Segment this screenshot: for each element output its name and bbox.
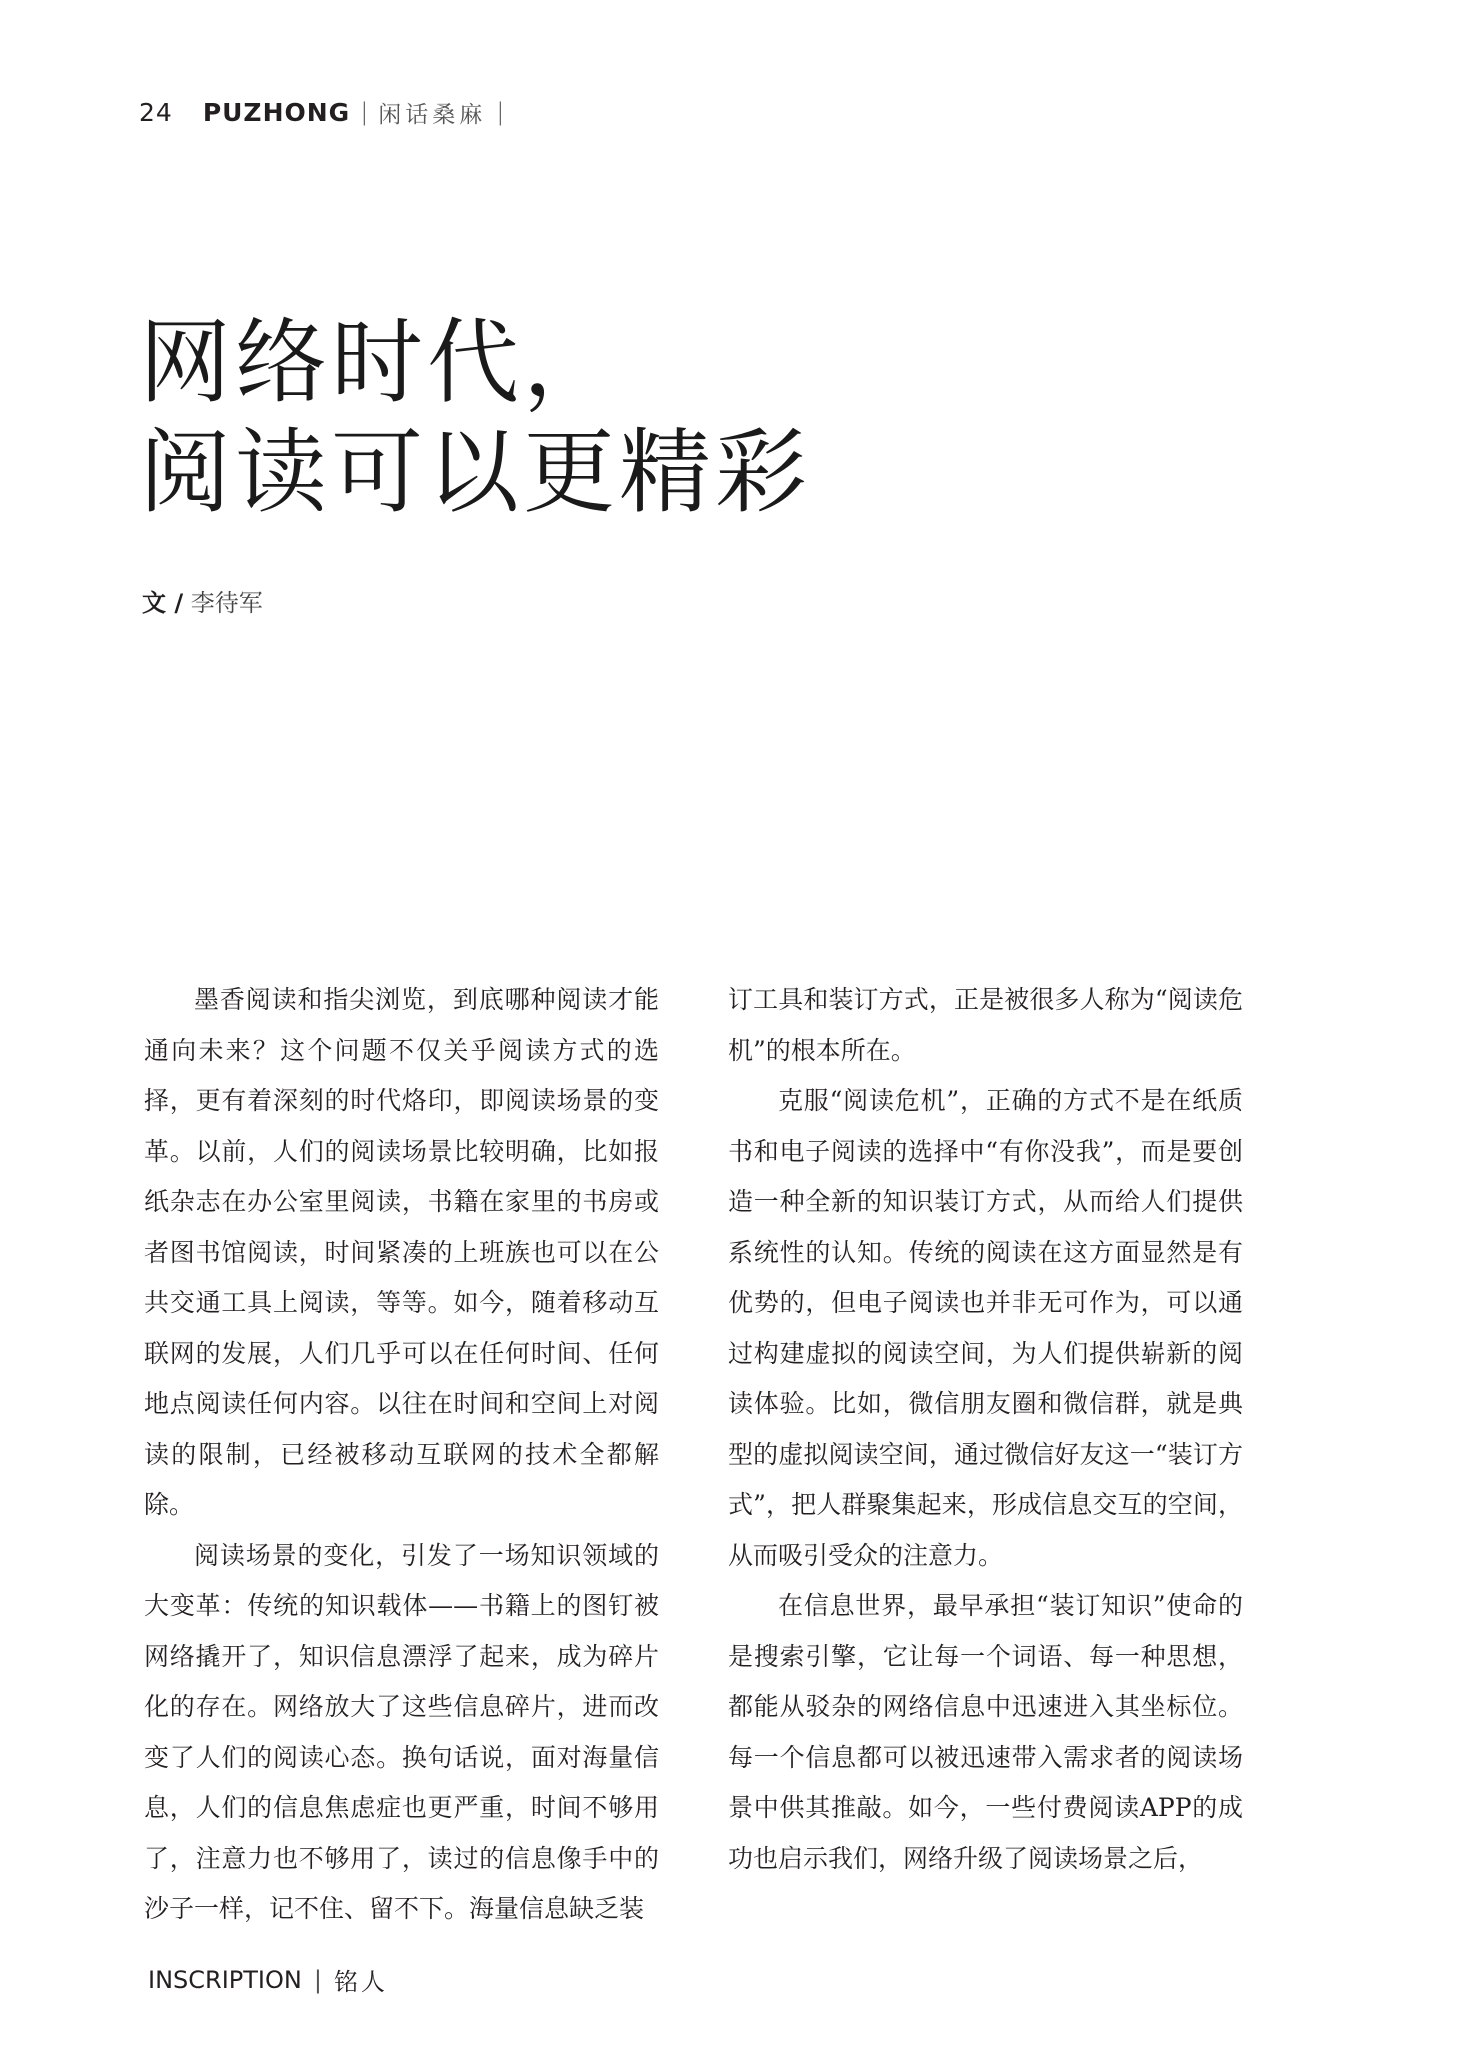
section-name: 闲话桑麻 (378, 101, 487, 128)
paragraph: 克服“阅读危机”，正确的方式不是在纸质书和电子阅读的选择中“有你没我”，而是要创造一种全新的知识装订方式，从而给人们提供系统性的认知。传统的阅读在这方面显然是有优势的，但电子阅读也并非无可作为，可以通过构建虚拟的阅读空间，为人们提供崭新的阅读体验。比如，微信朋友圈和微信群，就是典型的虚拟阅读空间，通过微信好友这一“装订方式”，把人群聚集起来，形成信息交互的空间，从而吸引受众的注意力。 (728, 1086, 1243, 1570)
paragraph: 墨香阅读和指尖浏览，到底哪种阅读才能通向未来？这个问题不仅关乎阅读方式的选择，更有着深刻的时代烙印，即阅读场景的变革。以前，人们的阅读场景比较明确，比如报纸杂志在办公室里阅读，书籍在家里的书房或者图书馆阅读，时间紧凑的上班族也可以在公共交通工具上阅读，等等。如今，随着移动互联网的发展，人们几乎可以在任何时间、任何地点阅读任何内容。以往在时间和空间上对阅读的限制，已经被移动互联网的技术全都解除。 (144, 985, 659, 1519)
author-name: 李待军 (190, 589, 263, 617)
paragraph: 阅读场景的变化，引发了一场知识领域的大变革：传统的知识载体——书籍上的图钉被网络撬开了，知识信息漂浮了起来，成为碎片化的存在。网络放大了这些信息碎片，进而改变了人们的阅读心态。换句话说，面对海量信息，人们的信息焦虑症也更严重，时间不够用了，注意力也不够用了，读过的信息像手中的沙子一样，记不住、留不下。海量信息缺乏装 (144, 1540, 659, 1923)
page-footer (148, 1962, 388, 1997)
publication-name-zh: 铭人 (333, 1968, 388, 1996)
brand-name: PUZHONG (202, 97, 351, 127)
paragraph-continued: 订工具和装订方式，正是被很多人称为“阅读危机”的根本所在。 (728, 985, 1243, 1065)
byline-label: 文 / (142, 589, 184, 617)
body-column-left (144, 975, 659, 1935)
body-column-right (728, 975, 1243, 1884)
footer-divider: | (313, 1965, 322, 1994)
header-divider: | (360, 98, 369, 126)
byline (142, 583, 263, 618)
article-title-line-1: 网络时代， (139, 309, 620, 416)
article-title (139, 308, 1039, 528)
page-header (139, 92, 514, 132)
paragraph: 在信息世界，最早承担“装订知识”使命的是搜索引擎，它让每一个词语、每一种思想，都能从驳杂的网络信息中迅速进入其坐标位。每一个信息都可以被迅速带入需求者的阅读场景中供其推敲。如今，一些付费阅读APP的成功也启示我们，网络升级了阅读场景之后， (728, 1591, 1243, 1873)
publication-name: INSCRIPTION (148, 1965, 302, 1994)
page-number: 24 (139, 97, 173, 127)
header-divider-end: | (496, 98, 505, 126)
article-title-line-2: 阅读可以更精彩 (139, 419, 812, 526)
